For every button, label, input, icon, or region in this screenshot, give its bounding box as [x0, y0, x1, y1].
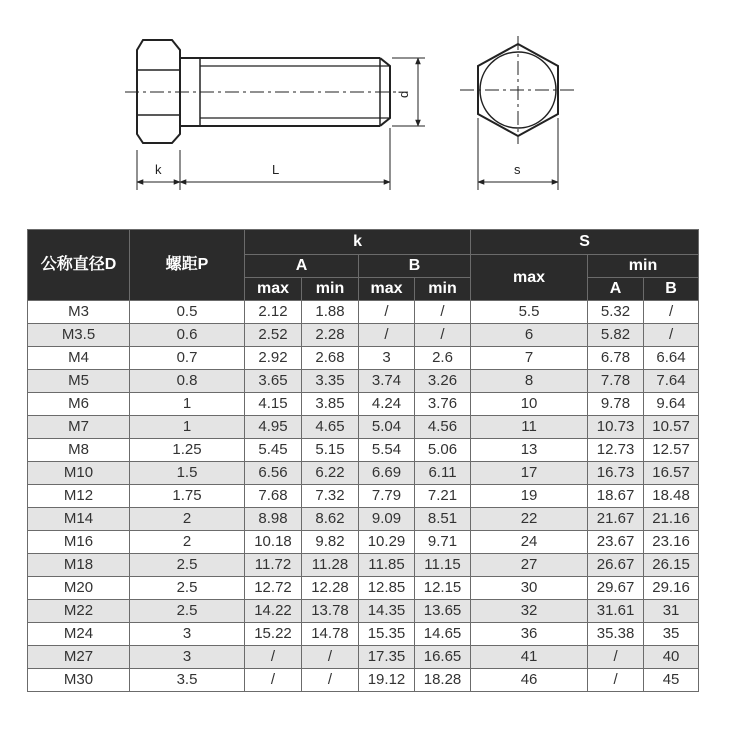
cell-k-b-max: 5.54 — [359, 439, 415, 462]
cell-nominal: M12 — [28, 485, 130, 508]
cell-k-a-min: 6.22 — [302, 462, 359, 485]
cell-nominal: M27 — [28, 646, 130, 669]
cell-s-min-a: / — [588, 646, 644, 669]
cell-pitch: 1 — [130, 393, 245, 416]
header-nominal-diameter: 公称直径D — [28, 230, 130, 301]
cell-s-min-a: 5.82 — [588, 324, 644, 347]
cell-s-min-b: 23.16 — [644, 531, 699, 554]
cell-k-b-max: 12.85 — [359, 577, 415, 600]
cell-nominal: M5 — [28, 370, 130, 393]
cell-k-a-min: 7.32 — [302, 485, 359, 508]
cell-s-min-b: 10.57 — [644, 416, 699, 439]
cell-k-a-min: / — [302, 646, 359, 669]
table-row — [28, 347, 699, 370]
cell-k-b-min: 6.11 — [415, 462, 471, 485]
cell-k-b-min: 11.15 — [415, 554, 471, 577]
cell-k-b-min: 12.15 — [415, 577, 471, 600]
cell-k-b-max: 10.29 — [359, 531, 415, 554]
cell-k-a-max: 5.45 — [245, 439, 302, 462]
dim-label-L: L — [272, 162, 280, 177]
cell-s-min-a: 6.78 — [588, 347, 644, 370]
table-row — [28, 577, 699, 600]
cell-pitch: 1.25 — [130, 439, 245, 462]
cell-k-b-min: 18.28 — [415, 669, 471, 692]
cell-s-max: 24 — [471, 531, 588, 554]
cell-k-a-max: 2.12 — [245, 301, 302, 324]
cell-s-max: 13 — [471, 439, 588, 462]
cell-s-min-b: 12.57 — [644, 439, 699, 462]
cell-k-b-min: 16.65 — [415, 646, 471, 669]
cell-s-min-a: 16.73 — [588, 462, 644, 485]
cell-nominal: M4 — [28, 347, 130, 370]
cell-k-a-min: / — [302, 669, 359, 692]
cell-k-b-min: 3.76 — [415, 393, 471, 416]
header-pitch: 螺距P — [130, 230, 245, 301]
cell-pitch: 1 — [130, 416, 245, 439]
cell-s-min-b: 21.16 — [644, 508, 699, 531]
cell-k-b-max: 17.35 — [359, 646, 415, 669]
cell-pitch: 2.5 — [130, 554, 245, 577]
cell-k-a-min: 2.28 — [302, 324, 359, 347]
cell-nominal: M8 — [28, 439, 130, 462]
cell-k-a-max: 12.72 — [245, 577, 302, 600]
cell-pitch: 0.5 — [130, 301, 245, 324]
cell-s-min-b: 35 — [644, 623, 699, 646]
header-s: S — [471, 230, 699, 255]
cell-k-a-max: 6.56 — [245, 462, 302, 485]
cell-s-max: 11 — [471, 416, 588, 439]
table-row — [28, 508, 699, 531]
cell-pitch: 0.6 — [130, 324, 245, 347]
cell-k-a-min: 4.65 — [302, 416, 359, 439]
cell-k-b-max: 3 — [359, 347, 415, 370]
cell-k-a-max: 4.15 — [245, 393, 302, 416]
cell-s-max: 17 — [471, 462, 588, 485]
table-row — [28, 646, 699, 669]
cell-k-a-max: 4.95 — [245, 416, 302, 439]
cell-nominal: M6 — [28, 393, 130, 416]
cell-k-a-min: 3.85 — [302, 393, 359, 416]
cell-s-min-b: 26.15 — [644, 554, 699, 577]
cell-k-b-min: / — [415, 301, 471, 324]
cell-k-a-min: 9.82 — [302, 531, 359, 554]
cell-s-min-b: 16.57 — [644, 462, 699, 485]
table-row — [28, 462, 699, 485]
cell-s-max: 7 — [471, 347, 588, 370]
table-row — [28, 301, 699, 324]
cell-k-a-min: 1.88 — [302, 301, 359, 324]
cell-s-min-a: 23.67 — [588, 531, 644, 554]
cell-k-b-max: 7.79 — [359, 485, 415, 508]
header-s-max: max — [471, 255, 588, 301]
table-row — [28, 600, 699, 623]
cell-pitch: 3.5 — [130, 669, 245, 692]
cell-pitch: 1.75 — [130, 485, 245, 508]
cell-k-b-min: / — [415, 324, 471, 347]
cell-s-min-a: 21.67 — [588, 508, 644, 531]
cell-pitch: 2 — [130, 531, 245, 554]
dim-label-d: d — [396, 90, 411, 98]
cell-s-max: 46 — [471, 669, 588, 692]
cell-s-min-b: 31 — [644, 600, 699, 623]
header-k-a: A — [245, 255, 359, 278]
cell-s-max: 6 — [471, 324, 588, 347]
cell-k-b-max: 4.24 — [359, 393, 415, 416]
table-row — [28, 485, 699, 508]
cell-k-b-max: 6.69 — [359, 462, 415, 485]
bolt-spec-table — [27, 229, 699, 692]
cell-k-a-min: 2.68 — [302, 347, 359, 370]
cell-k-b-min: 2.6 — [415, 347, 471, 370]
header-k-b: B — [359, 255, 471, 278]
header-s-min-b: B — [644, 278, 699, 301]
cell-s-min-a: 31.61 — [588, 600, 644, 623]
table-row — [28, 324, 699, 347]
header-k-b-max: max — [359, 278, 415, 301]
cell-s-min-b: / — [644, 301, 699, 324]
cell-nominal: M16 — [28, 531, 130, 554]
header-k-b-min: min — [415, 278, 471, 301]
cell-s-min-b: 45 — [644, 669, 699, 692]
cell-k-b-min: 5.06 — [415, 439, 471, 462]
cell-s-min-a: 10.73 — [588, 416, 644, 439]
table-row — [28, 393, 699, 416]
cell-s-max: 36 — [471, 623, 588, 646]
cell-k-b-max: 11.85 — [359, 554, 415, 577]
cell-nominal: M7 — [28, 416, 130, 439]
cell-nominal: M14 — [28, 508, 130, 531]
cell-s-min-a: / — [588, 669, 644, 692]
cell-k-b-max: 5.04 — [359, 416, 415, 439]
cell-s-max: 32 — [471, 600, 588, 623]
cell-k-b-min: 14.65 — [415, 623, 471, 646]
cell-pitch: 2 — [130, 508, 245, 531]
cell-k-a-max: 15.22 — [245, 623, 302, 646]
header-k-a-max: max — [245, 278, 302, 301]
header-k: k — [245, 230, 471, 255]
cell-k-a-max: 3.65 — [245, 370, 302, 393]
cell-k-b-max: 14.35 — [359, 600, 415, 623]
cell-s-max: 30 — [471, 577, 588, 600]
cell-k-b-min: 9.71 — [415, 531, 471, 554]
dim-label-k: k — [155, 162, 162, 177]
cell-k-b-max: 19.12 — [359, 669, 415, 692]
cell-k-a-min: 8.62 — [302, 508, 359, 531]
cell-k-a-max: 7.68 — [245, 485, 302, 508]
cell-s-min-a: 7.78 — [588, 370, 644, 393]
cell-k-b-max: 15.35 — [359, 623, 415, 646]
cell-k-a-min: 13.78 — [302, 600, 359, 623]
cell-k-b-max: / — [359, 324, 415, 347]
cell-pitch: 0.8 — [130, 370, 245, 393]
dim-label-s: s — [514, 162, 521, 177]
table-row — [28, 416, 699, 439]
table-row — [28, 669, 699, 692]
cell-k-a-max: 8.98 — [245, 508, 302, 531]
cell-s-max: 8 — [471, 370, 588, 393]
cell-pitch: 3 — [130, 646, 245, 669]
cell-k-a-min: 14.78 — [302, 623, 359, 646]
cell-s-max: 41 — [471, 646, 588, 669]
cell-nominal: M24 — [28, 623, 130, 646]
cell-s-min-b: 18.48 — [644, 485, 699, 508]
cell-k-b-min: 8.51 — [415, 508, 471, 531]
cell-s-min-a: 12.73 — [588, 439, 644, 462]
table-row — [28, 554, 699, 577]
cell-k-b-max: / — [359, 301, 415, 324]
cell-s-max: 27 — [471, 554, 588, 577]
cell-s-min-a: 26.67 — [588, 554, 644, 577]
cell-s-max: 5.5 — [471, 301, 588, 324]
spec-table-body — [28, 301, 699, 692]
cell-nominal: M30 — [28, 669, 130, 692]
cell-k-b-min: 3.26 — [415, 370, 471, 393]
header-k-a-min: min — [302, 278, 359, 301]
cell-k-b-max: 3.74 — [359, 370, 415, 393]
header-s-min-a: A — [588, 278, 644, 301]
cell-s-min-a: 9.78 — [588, 393, 644, 416]
cell-k-b-min: 13.65 — [415, 600, 471, 623]
cell-nominal: M22 — [28, 600, 130, 623]
header-s-min: min — [588, 255, 699, 278]
table-row — [28, 623, 699, 646]
cell-k-b-min: 7.21 — [415, 485, 471, 508]
table-row — [28, 439, 699, 462]
cell-nominal: M3 — [28, 301, 130, 324]
cell-k-a-min: 11.28 — [302, 554, 359, 577]
table-row — [28, 370, 699, 393]
cell-s-min-a: 5.32 — [588, 301, 644, 324]
cell-pitch: 1.5 — [130, 462, 245, 485]
cell-pitch: 0.7 — [130, 347, 245, 370]
cell-k-a-max: 14.22 — [245, 600, 302, 623]
cell-pitch: 2.5 — [130, 577, 245, 600]
cell-s-min-b: 9.64 — [644, 393, 699, 416]
cell-s-min-a: 18.67 — [588, 485, 644, 508]
cell-s-min-a: 35.38 — [588, 623, 644, 646]
cell-k-a-min: 3.35 — [302, 370, 359, 393]
cell-k-a-max: 2.92 — [245, 347, 302, 370]
cell-s-max: 19 — [471, 485, 588, 508]
cell-s-min-b: 7.64 — [644, 370, 699, 393]
cell-k-a-min: 5.15 — [302, 439, 359, 462]
table-row — [28, 531, 699, 554]
cell-nominal: M3.5 — [28, 324, 130, 347]
cell-k-a-max: / — [245, 669, 302, 692]
cell-s-min-b: 6.64 — [644, 347, 699, 370]
cell-nominal: M18 — [28, 554, 130, 577]
cell-pitch: 2.5 — [130, 600, 245, 623]
cell-s-min-b: / — [644, 324, 699, 347]
cell-k-a-min: 12.28 — [302, 577, 359, 600]
cell-s-max: 22 — [471, 508, 588, 531]
cell-s-min-a: 29.67 — [588, 577, 644, 600]
bolt-technical-drawing — [0, 0, 730, 220]
cell-nominal: M10 — [28, 462, 130, 485]
cell-s-min-b: 29.16 — [644, 577, 699, 600]
cell-k-b-min: 4.56 — [415, 416, 471, 439]
cell-k-a-max: / — [245, 646, 302, 669]
cell-pitch: 3 — [130, 623, 245, 646]
cell-k-a-max: 11.72 — [245, 554, 302, 577]
cell-k-b-max: 9.09 — [359, 508, 415, 531]
cell-k-a-max: 10.18 — [245, 531, 302, 554]
cell-nominal: M20 — [28, 577, 130, 600]
cell-k-a-max: 2.52 — [245, 324, 302, 347]
cell-s-min-b: 40 — [644, 646, 699, 669]
cell-s-max: 10 — [471, 393, 588, 416]
